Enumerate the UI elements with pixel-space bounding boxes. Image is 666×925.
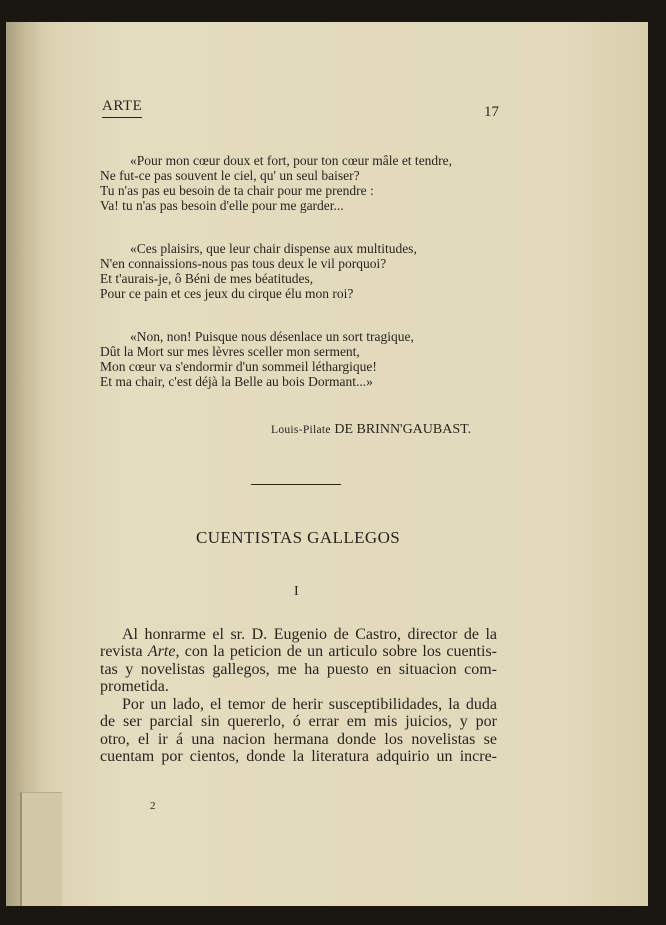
- prose-line: tas y novelistas gallegos, me ha puesto en situacion com-: [100, 660, 497, 678]
- verse-line: Pour ce pain et ces jeux du cirque élu mon roi?: [100, 286, 354, 301]
- section-numeral: I: [294, 584, 299, 599]
- paragraph-1: [100, 626, 497, 696]
- verse-line: Va! tu n'as pas besoin d'elle pour me garder...: [100, 198, 344, 213]
- printer-signature-mark: 2: [150, 800, 156, 812]
- book-page: [6, 22, 648, 906]
- verse-line: «Non, non! Puisque nous désenlace un sort tragique,: [130, 329, 414, 344]
- page-number: 17: [484, 104, 499, 120]
- paragraph-2: [100, 696, 497, 766]
- prose-line: prometida.: [100, 678, 169, 696]
- prose-line: Por un lado, el temor de herir susceptibilidades, la duda: [122, 696, 497, 713]
- prose-line: cuentam por cientos, donde la literatura adquirio un incre-: [100, 748, 497, 766]
- verse-line: Et t'aurais-je, ô Béni de mes béatitudes,: [100, 271, 314, 286]
- running-title-underline: [102, 117, 142, 118]
- prose-line: otro, el ir á una nacion hermana donde los novelistas se: [100, 730, 497, 748]
- verse-line: «Pour mon cœur doux et fort, pour ton cœur mâle et tendre,: [130, 153, 453, 168]
- journal-name: Arte,: [147, 643, 180, 661]
- poem-stanza-2: [100, 241, 417, 301]
- prose-line: Al honrarme el sr. D. Eugenio de Castro, director de la: [122, 626, 497, 643]
- page-edge-tab: [20, 792, 62, 906]
- verse-line: Ne fut-ce pas souvent le ciel, qu' un seul baiser?: [100, 168, 360, 183]
- verse-line: Dût la Mort sur mes lèvres sceller mon serment,: [100, 344, 360, 359]
- verse-line: Mon cœur va s'endormir d'un sommeil léthargique!: [100, 359, 377, 374]
- poem-stanza-1: [100, 153, 452, 213]
- verse-line: Tu n'as pas eu besoin de ta chair pour me prendre :: [100, 183, 374, 198]
- verse-line: Et ma chair, c'est déjà la Belle au bois Dormant...»: [100, 374, 373, 389]
- section-separator: [251, 484, 341, 485]
- prose-line: revista Arte, con la peticion de un articulo sobre los cuentis-: [100, 643, 497, 661]
- prose-line: de ser parcial sin quererlo, ó errar em mis juicios, y por: [100, 713, 497, 731]
- verse-line: N'en connaissions-nous pas tous deux le vil porquoi?: [100, 256, 387, 271]
- poem-stanza-3: [100, 329, 414, 389]
- author-first-name: Louis-Pilate: [271, 424, 331, 436]
- poem-author: [271, 422, 471, 438]
- section-title: CUENTISTAS GALLEGOS: [196, 528, 401, 547]
- author-surname: DE BRINN'GAUBAST.: [330, 422, 472, 437]
- verse-line: «Ces plaisirs, que leur chair dispense aux multitudes,: [130, 241, 417, 256]
- running-title: ARTE: [102, 98, 143, 114]
- page-spine-shadow: [6, 22, 40, 906]
